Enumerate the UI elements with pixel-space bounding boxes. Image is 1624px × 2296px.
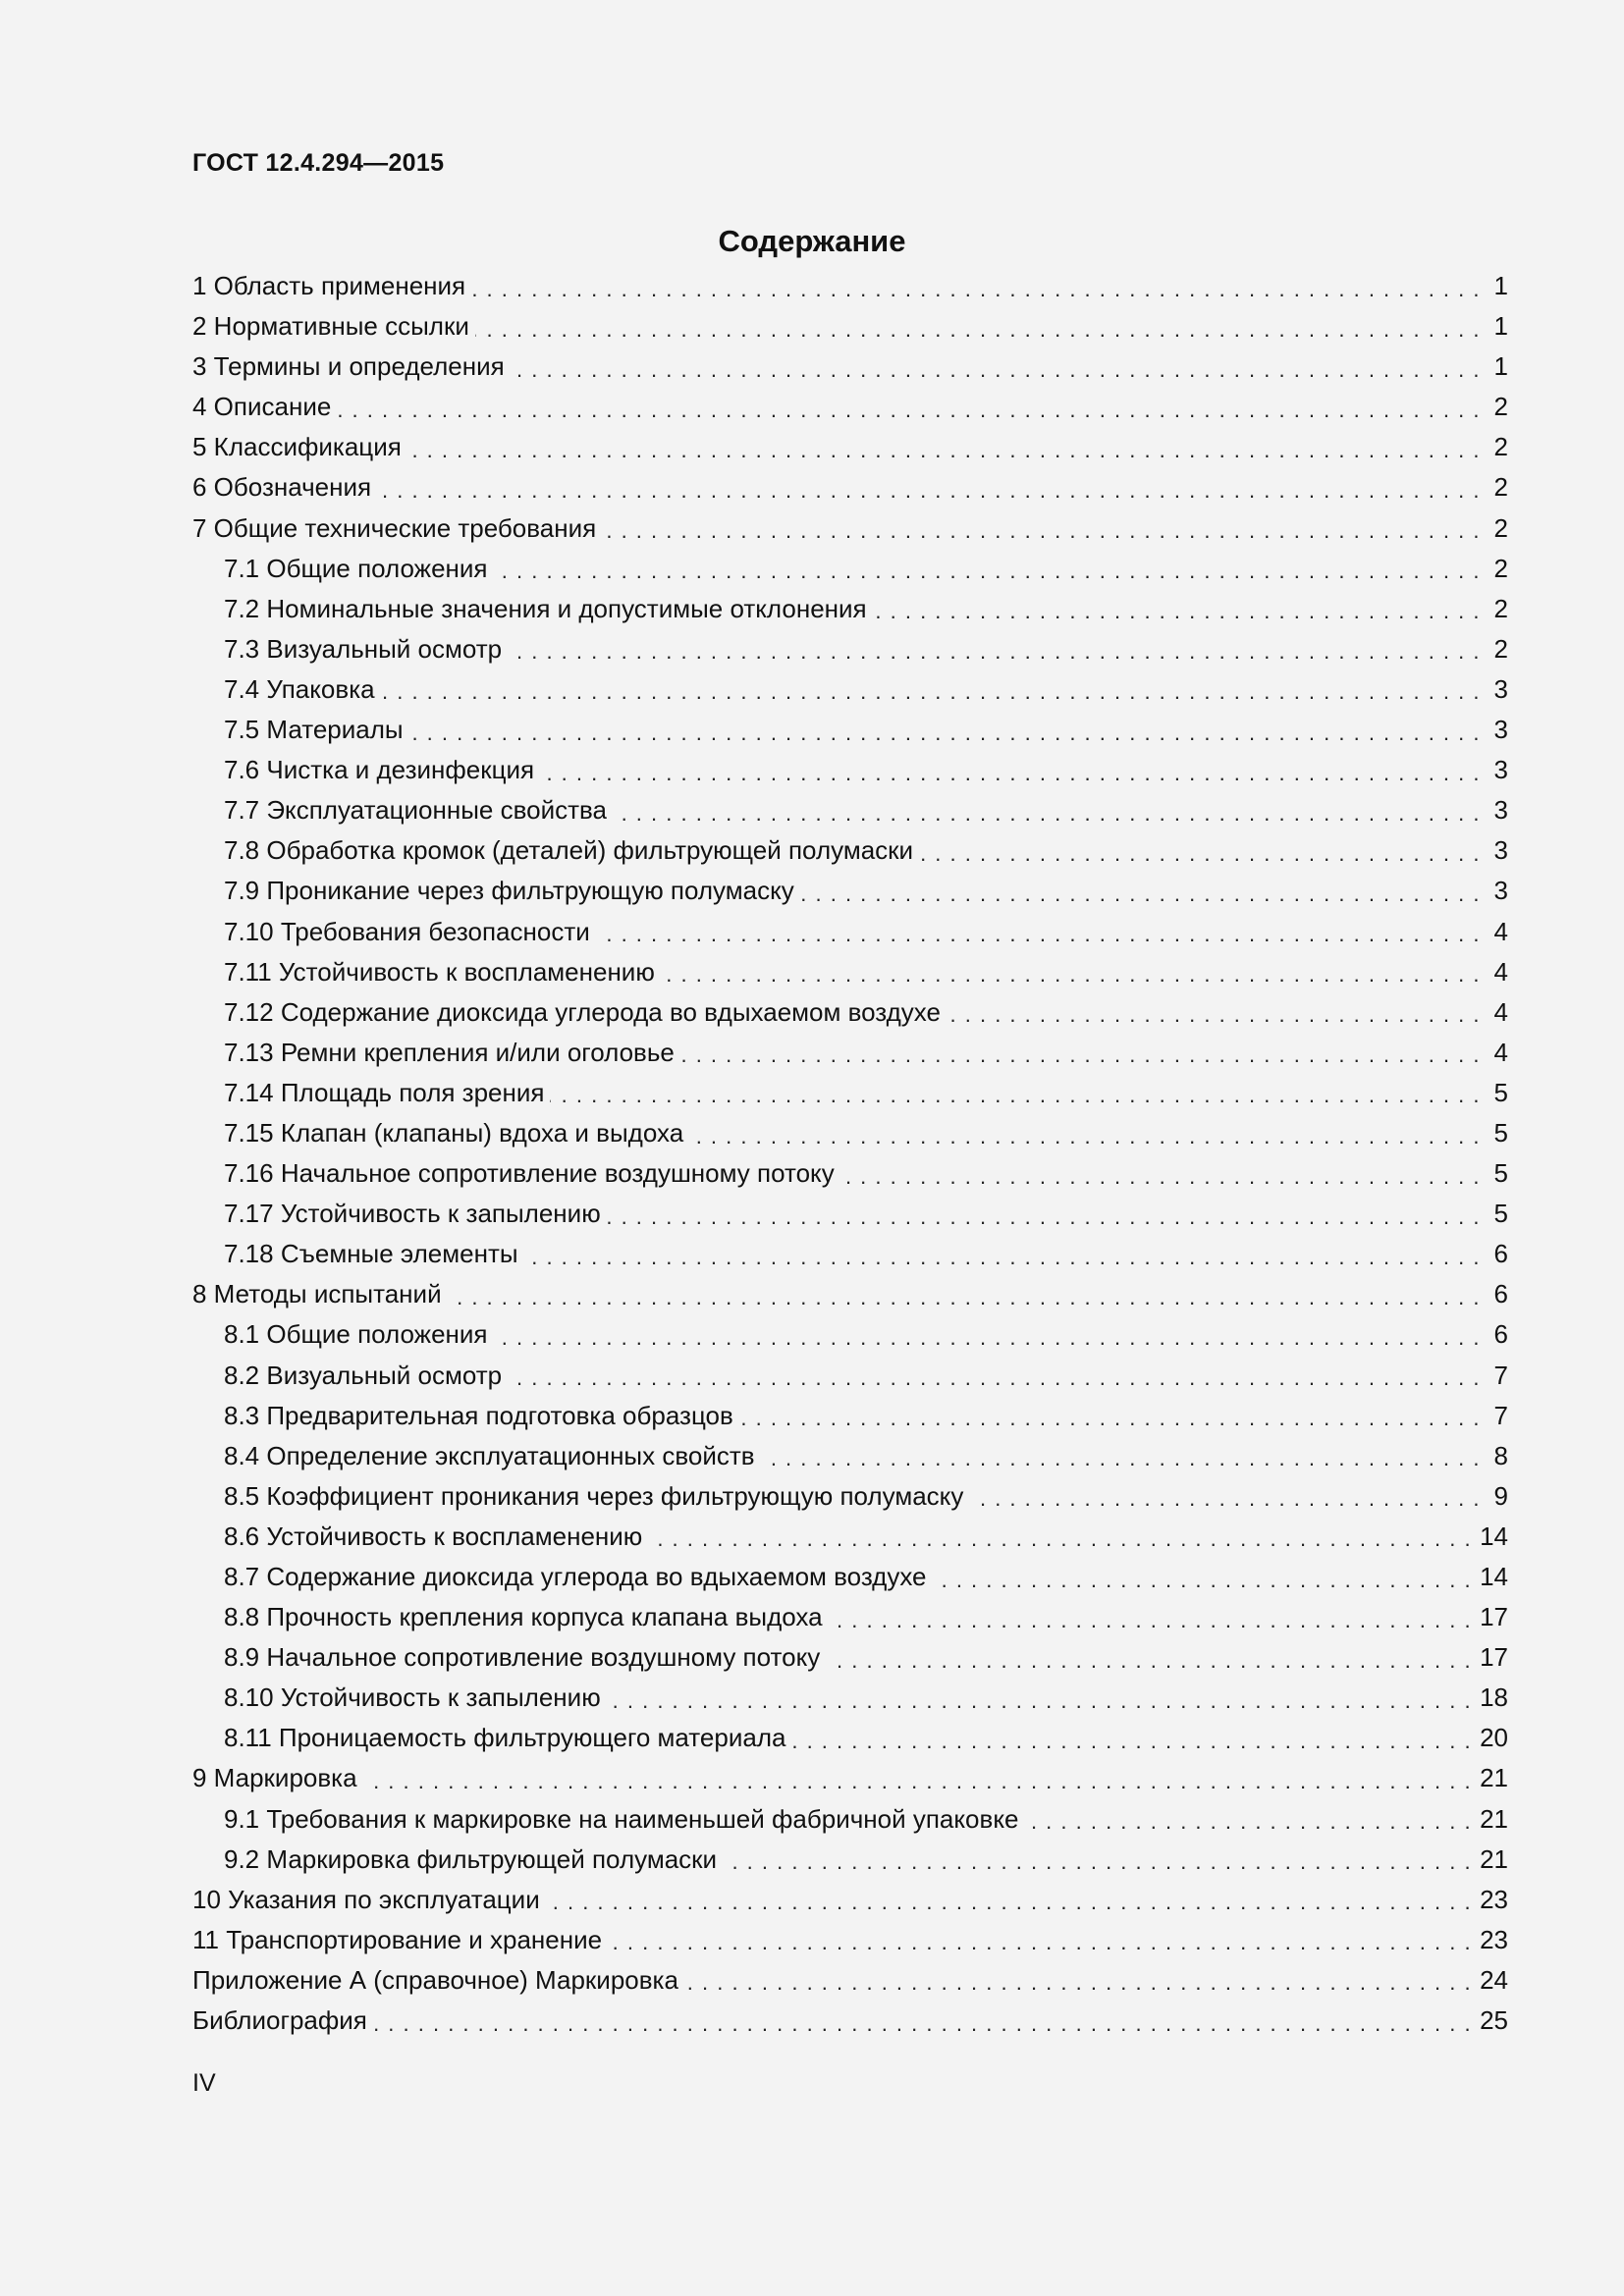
toc-entry-page: 2 <box>1493 432 1508 462</box>
toc-entry-label: 7.7 Эксплуатационные свойства <box>224 795 607 826</box>
toc-entry-page: 2 <box>1493 553 1508 583</box>
toc-dot-leader <box>448 1283 1481 1312</box>
toc-dot-leader <box>546 1888 1472 1917</box>
toc-entry-page: 25 <box>1480 2005 1508 2036</box>
toc-entry-page: 5 <box>1493 1199 1508 1229</box>
toc-entry-page: 4 <box>1493 956 1508 987</box>
toc-entry[interactable] <box>192 266 1508 306</box>
toc-entry[interactable] <box>192 1274 1508 1314</box>
toc-dot-leader <box>508 637 1481 667</box>
toc-entry[interactable] <box>192 589 1508 629</box>
toc-entry-page: 23 <box>1480 1884 1508 1914</box>
toc-entry[interactable] <box>192 1637 1508 1678</box>
toc-entry-page: 3 <box>1493 835 1508 866</box>
toc-entry[interactable] <box>192 1960 1508 2001</box>
toc-entry-label: 7.10 Требования безопасности <box>224 916 590 946</box>
toc-entry[interactable] <box>192 830 1508 871</box>
toc-dot-leader <box>511 355 1481 385</box>
toc-entry-label: 9 Маркировка <box>192 1763 357 1793</box>
toc-dot-leader <box>596 920 1481 949</box>
toc-entry-label: Приложение А (справочное) Маркировка <box>192 1964 678 1995</box>
toc-dot-leader <box>826 1646 1472 1676</box>
toc-entry-label: 7.13 Ремни крепления и/или оголовье <box>224 1037 675 1067</box>
toc-entry-label: 5 Классификация <box>192 432 402 462</box>
toc-entry[interactable] <box>192 669 1508 710</box>
toc-dot-leader <box>613 799 1481 828</box>
toc-dot-leader <box>1024 1807 1472 1837</box>
toc-entry[interactable] <box>192 912 1508 952</box>
toc-entry[interactable] <box>192 710 1508 750</box>
toc-dot-leader <box>524 1243 1481 1272</box>
toc-entry-label: 8.2 Визуальный осмотр <box>224 1360 503 1390</box>
toc-dot-leader <box>684 1968 1472 1998</box>
toc-entry-label: 8.5 Коэффициент проникания через фильтрующую полумаску <box>224 1480 964 1511</box>
toc-entry-page: 17 <box>1480 1602 1508 1632</box>
toc-dot-leader <box>381 677 1481 707</box>
toc-dot-leader <box>689 1122 1481 1151</box>
toc-entry-page: 1 <box>1493 351 1508 382</box>
toc-dot-leader <box>608 1928 1472 1957</box>
toc-entry-page: 6 <box>1493 1319 1508 1350</box>
toc-entry-page: 7 <box>1493 1400 1508 1430</box>
toc-entry-label: Библиография <box>192 2005 367 2036</box>
toc-entry-page: 3 <box>1493 795 1508 826</box>
toc-entry-label: 1 Область применения <box>192 271 466 300</box>
toc-dot-leader <box>494 1323 1482 1353</box>
toc-dot-leader <box>508 1363 1481 1393</box>
toc-entry-page: 9 <box>1493 1480 1508 1511</box>
toc-dot-leader <box>919 839 1481 869</box>
toc-entry-label: 8.6 Устойчивость к воспламенению <box>224 1521 643 1551</box>
toc-entry[interactable] <box>192 1758 1508 1798</box>
toc-entry-label: 7.2 Номинальные значения и допустимые отклонения <box>224 593 867 623</box>
toc-entry[interactable] <box>192 1920 1508 1960</box>
toc-entry-page: 2 <box>1493 593 1508 623</box>
toc-dot-leader <box>873 597 1481 626</box>
toc-entry-label: 7.12 Содержание диоксида углерода во вдыхаемом воздухе <box>224 996 941 1027</box>
toc-entry[interactable] <box>192 347 1508 387</box>
toc-entry[interactable] <box>192 1234 1508 1274</box>
toc-entry-page: 17 <box>1480 1642 1508 1673</box>
toc-dot-leader <box>947 1000 1481 1030</box>
toc-entry-label: 7.15 Клапан (клапаны) вдоха и выдоха <box>224 1117 684 1148</box>
toc-dot-leader <box>607 1202 1481 1232</box>
toc-dot-leader <box>761 1444 1481 1473</box>
toc-dot-leader <box>337 396 1481 425</box>
toc-entry-label: 7.14 Площадь поля зрения <box>224 1077 545 1107</box>
toc-entry-page: 1 <box>1493 311 1508 342</box>
toc-entry-page: 5 <box>1493 1077 1508 1107</box>
toc-entry[interactable] <box>192 1436 1508 1476</box>
toc-entry-label: 2 Нормативные ссылки <box>192 311 469 342</box>
toc-entry-label: 8.10 Устойчивость к запылению <box>224 1682 601 1713</box>
toc-dot-leader <box>648 1524 1472 1554</box>
toc-entry[interactable] <box>192 629 1508 669</box>
toc-entry-page: 4 <box>1493 916 1508 946</box>
toc-entry[interactable] <box>192 952 1508 992</box>
toc-entry-label: 7.1 Общие положения <box>224 553 488 583</box>
toc-entry-label: 8.8 Прочность крепления корпуса клапана выдоха <box>224 1602 823 1632</box>
toc-entry-page: 1 <box>1493 271 1508 300</box>
toc-entry-page: 6 <box>1493 1239 1508 1269</box>
toc-dot-leader <box>373 2009 1472 2039</box>
toc-entry-page: 21 <box>1480 1763 1508 1793</box>
toc-dot-leader <box>829 1606 1473 1635</box>
toc-dot-leader <box>661 960 1481 989</box>
toc-entry-page: 14 <box>1480 1521 1508 1551</box>
toc-dot-leader <box>680 1041 1481 1070</box>
toc-entry-label: 7.8 Обработка кромок (деталей) фильтрующей полумаски <box>224 835 914 866</box>
toc-dot-leader <box>933 1566 1473 1595</box>
toc-dot-leader <box>471 275 1481 304</box>
toc-entry[interactable] <box>192 1033 1508 1073</box>
toc-entry[interactable] <box>192 1314 1508 1355</box>
toc-entry-label: 8.11 Проницаемость фильтрующего материала <box>224 1723 786 1753</box>
toc-entry-label: 11 Транспортирование и хранение <box>192 1924 603 1954</box>
toc-dot-leader <box>607 1686 1472 1716</box>
toc-dot-leader <box>800 880 1481 909</box>
toc-entry-page: 21 <box>1480 1803 1508 1834</box>
toc-entry-page: 18 <box>1480 1682 1508 1713</box>
toc-dot-leader <box>409 719 1481 748</box>
toc-entry[interactable] <box>192 2001 1508 2041</box>
toc-dot-leader <box>494 557 1482 586</box>
toc-entry-label: 7 Общие технические требования <box>192 512 597 543</box>
toc-entry-page: 7 <box>1493 1360 1508 1390</box>
toc-entry-label: 8.4 Определение эксплуатационных свойств <box>224 1440 755 1470</box>
toc-dot-leader <box>739 1404 1481 1433</box>
toc-entry-page: 5 <box>1493 1158 1508 1189</box>
toc-entry-label: 8.1 Общие положения <box>224 1319 488 1350</box>
toc-entry[interactable] <box>192 1073 1508 1113</box>
toc-entry[interactable] <box>192 1194 1508 1234</box>
toc-entry-page: 2 <box>1493 633 1508 664</box>
table-of-contents <box>192 266 1508 2041</box>
toc-entry-page: 2 <box>1493 472 1508 503</box>
toc-entry[interactable] <box>192 508 1508 549</box>
toc-dot-leader <box>377 476 1481 506</box>
toc-entry[interactable] <box>192 1557 1508 1597</box>
toc-entry-label: 8.7 Содержание диоксида углерода во вдыхаемом воздухе <box>224 1562 927 1591</box>
toc-entry-page: 8 <box>1493 1440 1508 1470</box>
toc-entry-label: 7.6 Чистка и дезинфекция <box>224 755 535 785</box>
toc-dot-leader <box>550 1081 1481 1110</box>
toc-entry-label: 7.16 Начальное сопротивление воздушному потоку <box>224 1158 835 1189</box>
toc-entry[interactable] <box>192 1840 1508 1880</box>
toc-entry[interactable] <box>192 1476 1508 1517</box>
toc-entry-page: 23 <box>1480 1924 1508 1954</box>
toc-dot-leader <box>840 1162 1481 1192</box>
toc-entry-label: 7.17 Устойчивость к запылению <box>224 1199 601 1229</box>
toc-entry[interactable] <box>192 992 1508 1033</box>
toc-entry[interactable] <box>192 427 1508 467</box>
toc-entry-page: 20 <box>1480 1723 1508 1753</box>
toc-entry-label: 8.9 Начальное сопротивление воздушному потоку <box>224 1642 821 1673</box>
toc-entry[interactable] <box>192 750 1508 790</box>
toc-dot-leader <box>407 436 1481 465</box>
toc-entry[interactable] <box>192 306 1508 347</box>
toc-entry[interactable] <box>192 467 1508 507</box>
toc-dot-leader <box>791 1727 1472 1756</box>
toc-dot-leader <box>475 315 1481 345</box>
toc-entry-label: 8.3 Предварительная подготовка образцов <box>224 1400 733 1430</box>
toc-entry-page: 3 <box>1493 876 1508 906</box>
toc-dot-leader <box>723 1847 1472 1877</box>
toc-entry-page: 2 <box>1493 512 1508 543</box>
toc-entry[interactable] <box>192 1153 1508 1194</box>
toc-entry[interactable] <box>192 1597 1508 1637</box>
toc-entry[interactable] <box>192 1517 1508 1557</box>
toc-entry-label: 8 Методы испытаний <box>192 1279 442 1309</box>
toc-entry-label: 7.18 Съемные элементы <box>224 1239 518 1269</box>
toc-entry-page: 24 <box>1480 1964 1508 1995</box>
toc-entry-page: 14 <box>1480 1562 1508 1591</box>
toc-entry-label: 3 Термины и определения <box>192 351 505 382</box>
toc-entry-label: 7.9 Проникание через фильтрующую полумаску <box>224 876 794 906</box>
toc-dot-leader <box>602 516 1481 546</box>
toc-entry-page: 6 <box>1493 1279 1508 1309</box>
toc-entry-page: 4 <box>1493 996 1508 1027</box>
toc-entry-page: 4 <box>1493 1037 1508 1067</box>
toc-entry[interactable] <box>192 871 1508 911</box>
toc-entry-page: 21 <box>1480 1843 1508 1874</box>
toc-entry[interactable] <box>192 1678 1508 1718</box>
toc-entry-label: 6 Обозначения <box>192 472 372 503</box>
toc-entry-page: 5 <box>1493 1117 1508 1148</box>
toc-dot-leader <box>540 759 1481 788</box>
page-number: IV <box>192 2069 216 2097</box>
toc-entry-label: 4 Описание <box>192 392 332 422</box>
toc-entry-page: 2 <box>1493 392 1508 422</box>
toc-entry[interactable] <box>192 549 1508 589</box>
toc-entry-label: 7.11 Устойчивость к воспламенению <box>224 956 655 987</box>
toc-entry[interactable] <box>192 1799 1508 1840</box>
document-code: ГОСТ 12.4.294—2015 <box>192 149 445 177</box>
toc-entry-label: 7.4 Упаковка <box>224 673 375 704</box>
toc-entry-label: 9.1 Требования к маркировке на наименьшей фабричной упаковке <box>224 1803 1019 1834</box>
toc-entry-page: 3 <box>1493 755 1508 785</box>
toc-entry-label: 7.3 Визуальный осмотр <box>224 633 503 664</box>
toc-entry[interactable] <box>192 1396 1508 1436</box>
toc-entry-page: 3 <box>1493 715 1508 745</box>
toc-entry-label: 7.5 Материалы <box>224 715 404 745</box>
toc-title: Содержание <box>718 224 906 258</box>
toc-dot-leader <box>363 1767 1472 1796</box>
toc-entry-page: 3 <box>1493 673 1508 704</box>
toc-entry[interactable] <box>192 1718 1508 1758</box>
toc-entry[interactable] <box>192 1356 1508 1396</box>
toc-entry[interactable] <box>192 1113 1508 1153</box>
toc-entry[interactable] <box>192 1880 1508 1920</box>
toc-dot-leader <box>969 1484 1481 1514</box>
toc-entry[interactable] <box>192 790 1508 830</box>
toc-entry[interactable] <box>192 387 1508 427</box>
toc-entry-label: 9.2 Маркировка фильтрующей полумаски <box>224 1843 718 1874</box>
toc-entry-label: 10 Указания по эксплуатации <box>192 1884 540 1914</box>
